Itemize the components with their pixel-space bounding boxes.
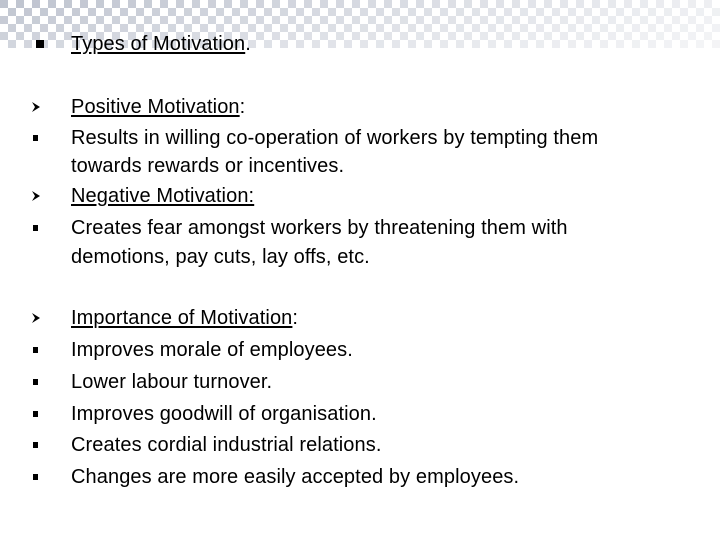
small-square-bullet-icon [33,411,38,417]
positive-heading-line [71,95,245,119]
title-text: Types of Motivation [71,33,246,55]
negative-body-line1: Creates fear amongst workers by threatening them with [71,217,568,239]
positive-body-line2: towards rewards or incentives. [71,155,345,177]
small-square-bullet-icon [33,474,38,480]
arrow-bullet-icon [31,102,41,112]
small-square-bullet-icon [33,225,38,231]
importance-item: Improves morale of employees. [71,339,353,361]
small-square-bullet-icon [33,135,38,141]
importance-heading-line [71,306,298,330]
square-bullet-icon [36,40,44,48]
small-square-bullet-icon [33,379,38,385]
importance-item: Creates cordial industrial relations. [71,434,382,456]
importance-item: Improves goodwill of organisation. [71,403,377,425]
negative-heading: Negative Motivation: [71,185,255,207]
small-square-bullet-icon [33,442,38,448]
positive-heading: Positive Motivation [71,96,240,118]
positive-heading-suffix: : [239,96,246,118]
negative-heading-line [71,184,254,208]
small-square-bullet-icon [33,347,38,353]
importance-heading: Importance of Motivation [71,307,293,329]
importance-heading-suffix: : [292,307,299,329]
arrow-bullet-icon [31,191,41,201]
title-suffix: . [245,33,251,55]
title-line [71,32,251,56]
negative-body-line2: demotions, pay cuts, lay offs, etc. [71,246,370,268]
importance-item: Lower labour turnover. [71,371,273,393]
positive-body-line1: Results in willing co-operation of workers by tempting them [71,127,599,149]
importance-item: Changes are more easily accepted by employees. [71,466,520,488]
arrow-bullet-icon [31,313,41,323]
